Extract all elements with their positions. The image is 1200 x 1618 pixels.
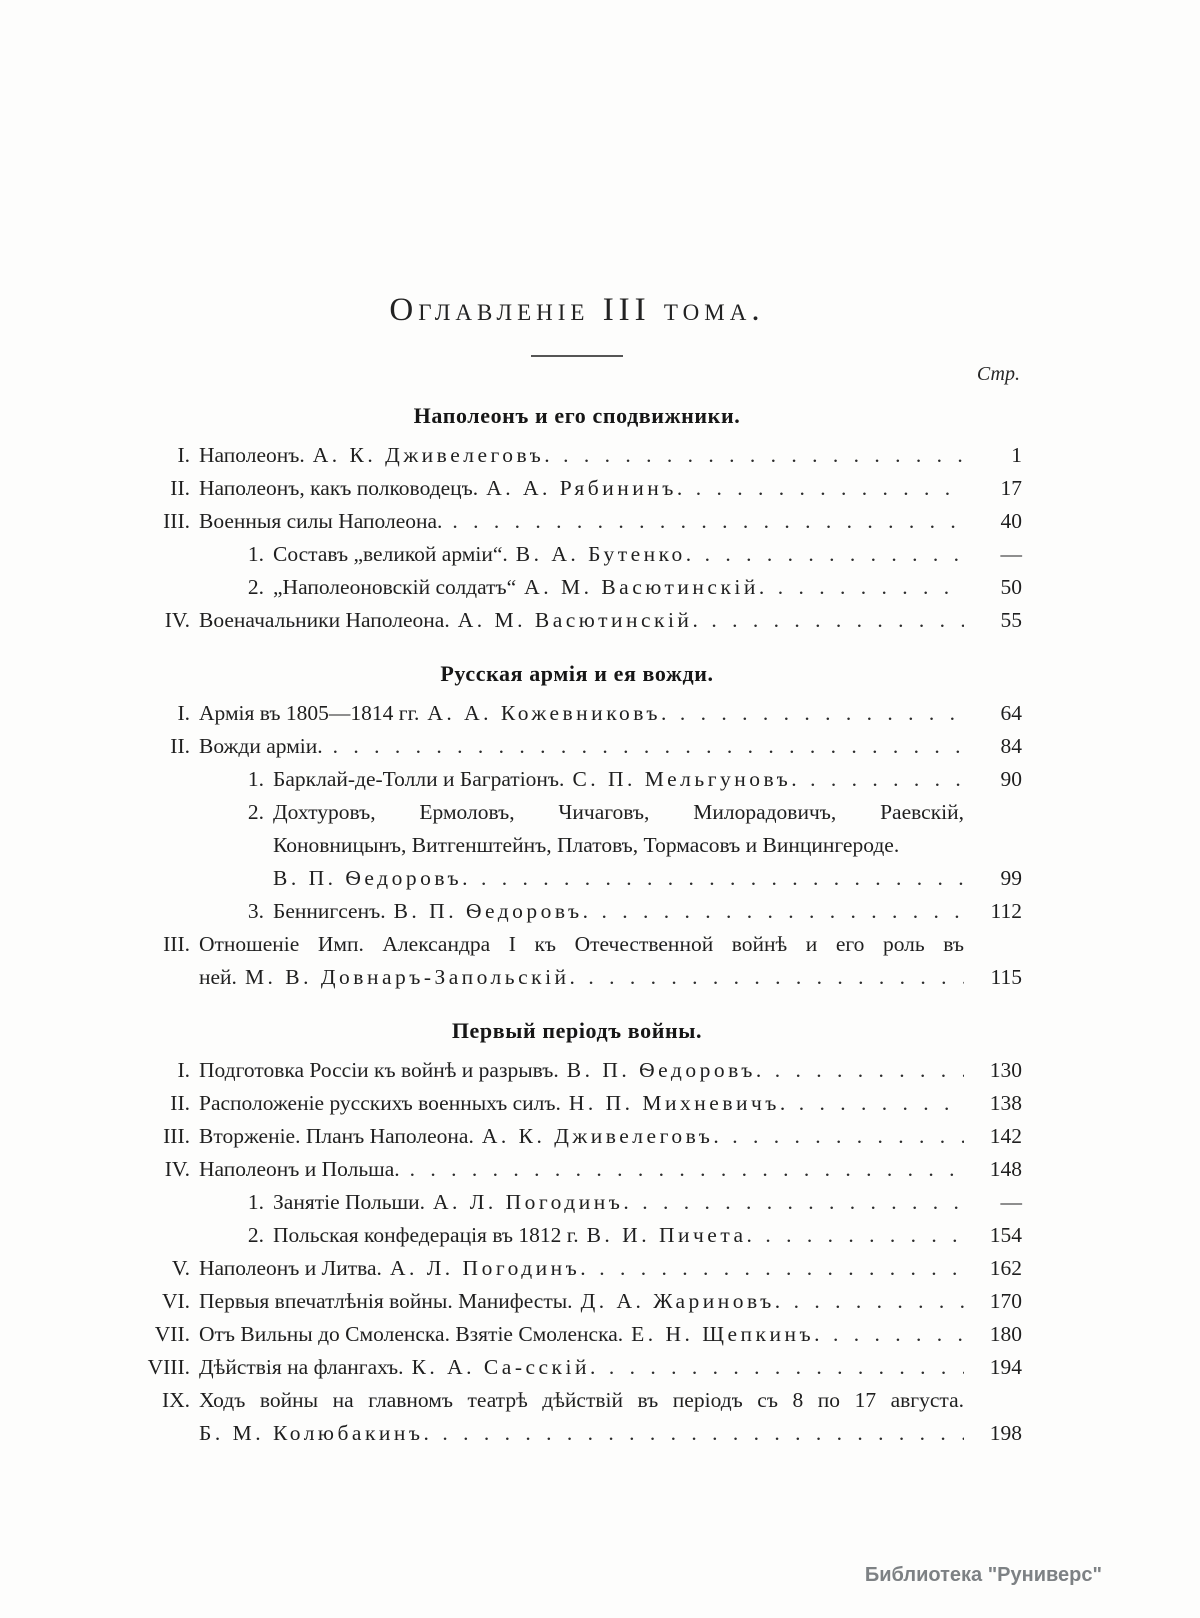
entry-number: I. xyxy=(177,443,190,467)
entry-number: III. xyxy=(163,932,190,956)
dot-leader xyxy=(784,1285,964,1318)
page-number: 198 xyxy=(989,1421,1022,1445)
toc-entry xyxy=(132,1120,1022,1153)
toc-section xyxy=(132,661,1022,994)
toc-subentry xyxy=(132,571,1022,604)
entry-author: А. М. Васютинскій. xyxy=(457,608,702,632)
dot-leader xyxy=(442,505,964,538)
entry-title: Отъ Вильны до Смоленска. Взятіе Смоленска. xyxy=(199,1322,624,1346)
dot-leader xyxy=(400,1153,964,1186)
page-number: 180 xyxy=(989,1322,1022,1346)
entry-number: 1. xyxy=(247,1190,264,1214)
entry-title: Армія въ 1805—1814 гг. xyxy=(199,701,420,725)
entry-text xyxy=(199,1087,964,1120)
dot-leader xyxy=(701,604,964,637)
page-number: 1 xyxy=(1011,443,1022,467)
entry-text xyxy=(273,895,964,928)
toc-entry xyxy=(132,439,1022,472)
entry-title: Наполеонъ. xyxy=(199,443,305,467)
page-number: 50 xyxy=(1000,575,1022,599)
entry-number: II. xyxy=(170,734,190,758)
entry-text xyxy=(199,505,964,538)
page-number: 90 xyxy=(1000,767,1022,791)
entry-text xyxy=(273,862,964,895)
page-number: 17 xyxy=(1000,476,1022,500)
toc-entry xyxy=(132,472,1022,505)
toc-subentry xyxy=(132,1219,1022,1252)
entry-title: Подготовка Россіи къ войнѣ и разрывъ. xyxy=(199,1058,559,1082)
page-number: 64 xyxy=(1000,701,1022,725)
page-number: 142 xyxy=(989,1124,1022,1148)
entry-title: Ходъ войны на главномъ театрѣ дѣйствій въ періодъ съ 8 по 17 августа. xyxy=(199,1388,964,1412)
toc-subentry xyxy=(132,895,1022,928)
entry-number: I. xyxy=(177,701,190,725)
page-title: Оглавленіе III тома. xyxy=(389,292,765,328)
page-number: 148 xyxy=(989,1157,1022,1181)
entry-text xyxy=(199,439,964,472)
entry-text xyxy=(273,571,964,604)
toc-entry xyxy=(132,505,1022,538)
toc-entry xyxy=(132,1351,1022,1384)
entry-title: ней. xyxy=(199,965,237,989)
toc-entry xyxy=(132,1384,1022,1417)
toc-section xyxy=(132,403,1022,637)
dot-leader xyxy=(432,1417,964,1450)
entry-title: Вожди арміи. xyxy=(199,734,323,758)
entry-number: 3. xyxy=(247,899,264,923)
page-number: 112 xyxy=(990,899,1022,923)
dot-leader xyxy=(632,1186,964,1219)
title-rule xyxy=(531,355,623,357)
entry-author: А. Л. Погодинъ. xyxy=(432,1190,633,1214)
entry-title: Наполеонъ и Польша. xyxy=(199,1157,400,1181)
entry-author: М. В. Довнаръ-Запольскій. xyxy=(244,965,579,989)
entry-title: Вторженіе. Планъ Наполеона. xyxy=(199,1124,474,1148)
toc-entry xyxy=(132,1318,1022,1351)
entry-text xyxy=(273,1219,964,1252)
toc-entry xyxy=(132,1252,1022,1285)
entry-title: Занятіе Польши. xyxy=(273,1190,425,1214)
entry-author: А. К. Дживелеговъ. xyxy=(312,443,554,467)
dot-leader xyxy=(789,1087,964,1120)
entry-author: А. А. Рябининъ. xyxy=(486,476,686,500)
entry-text xyxy=(273,763,964,796)
entry-author: С. П. Мельгуновъ. xyxy=(572,767,801,791)
page-number: 154 xyxy=(989,1223,1022,1247)
toc-entry xyxy=(132,1087,1022,1120)
entry-text xyxy=(199,961,964,994)
page-number: — xyxy=(1000,542,1022,566)
dot-leader xyxy=(589,1252,964,1285)
entry-number: 1. xyxy=(247,542,264,566)
entry-text xyxy=(199,1153,964,1186)
toc-entry xyxy=(132,730,1022,763)
entry-number: V. xyxy=(171,1256,190,1280)
dot-leader xyxy=(800,763,964,796)
toc-entry-continuation xyxy=(132,961,1022,994)
toc-subentry xyxy=(132,763,1022,796)
entry-author: В. И. Пичета. xyxy=(586,1223,756,1247)
toc-entry-continuation xyxy=(132,829,1022,862)
entry-number: VI. xyxy=(161,1289,190,1313)
dot-leader xyxy=(553,439,964,472)
entry-number: II. xyxy=(170,1091,190,1115)
entry-number: 2. xyxy=(247,800,264,824)
page-number: 194 xyxy=(989,1355,1022,1379)
entry-text xyxy=(199,472,964,505)
entry-title: Военныя силы Наполеона. xyxy=(199,509,443,533)
dot-leader xyxy=(823,1318,964,1351)
entry-number: 1. xyxy=(247,767,264,791)
entry-author: Е. Н. Щепкинъ. xyxy=(631,1322,823,1346)
entry-text xyxy=(199,604,964,637)
entry-author: А. Л. Погодинъ. xyxy=(389,1256,590,1280)
dot-leader xyxy=(592,895,964,928)
entry-number: VII. xyxy=(154,1322,190,1346)
dot-leader xyxy=(768,571,964,604)
page-number: 170 xyxy=(989,1289,1022,1313)
page-number: 40 xyxy=(1000,509,1022,533)
toc-entry xyxy=(132,697,1022,730)
entry-number: IV. xyxy=(164,1157,190,1181)
entry-number: III. xyxy=(163,509,190,533)
entry-number: 2. xyxy=(247,1223,264,1247)
entry-author: К. А. Са-сскій. xyxy=(411,1355,599,1379)
dot-leader xyxy=(599,1351,964,1384)
entry-number: VIII. xyxy=(147,1355,190,1379)
entry-text xyxy=(199,697,964,730)
entry-number: 2. xyxy=(247,575,264,599)
entry-text xyxy=(199,1120,964,1153)
library-watermark: Библиотека "Руниверс" xyxy=(864,1564,1102,1586)
entry-title: Барклай-де-Толли и Багратіонъ. xyxy=(273,767,565,791)
page-number: 84 xyxy=(1000,734,1022,758)
entry-number: I. xyxy=(177,1058,190,1082)
dot-leader xyxy=(765,1054,964,1087)
entry-author: В. А. Бутенко. xyxy=(515,542,695,566)
dot-leader xyxy=(471,862,964,895)
entry-number: IV. xyxy=(164,608,190,632)
section-heading: Наполеонъ и его сподвижники. xyxy=(413,403,741,428)
toc-subentry xyxy=(132,538,1022,571)
entry-title: Беннигсенъ. xyxy=(273,899,386,923)
entry-title: Наполеонъ, какъ полководецъ. xyxy=(199,476,479,500)
entry-text xyxy=(199,1054,964,1087)
entry-number: IX. xyxy=(161,1388,190,1412)
entry-text xyxy=(273,1186,964,1219)
entry-title: Коновницынъ, Витгенштейнъ, Платовъ, Тормасовъ и Винцингероде. xyxy=(273,833,900,857)
entry-title: Первыя впечатлѣнія войны. Манифесты. xyxy=(199,1289,573,1313)
dot-leader xyxy=(695,538,964,571)
toc-entry xyxy=(132,1153,1022,1186)
dot-leader xyxy=(323,730,964,763)
entry-author: В. П. Ѳедоровъ. xyxy=(566,1058,765,1082)
entry-text xyxy=(273,796,964,829)
entry-title: Расположеніе русскихъ военныхъ силъ. xyxy=(199,1091,561,1115)
entry-text xyxy=(199,928,964,961)
entry-author: В. П. Ѳедоровъ. xyxy=(393,899,592,923)
entry-title: Дохтуровъ, Ермоловъ, Чичаговъ, Милорадовичъ, Раевскій, xyxy=(273,800,964,824)
entry-author: В. П. Ѳедоровъ. xyxy=(273,866,471,890)
entry-text xyxy=(273,829,964,862)
entry-author: Д. А. Жариновъ. xyxy=(580,1289,784,1313)
entry-text xyxy=(199,1318,964,1351)
dot-leader xyxy=(670,697,964,730)
entry-number: II. xyxy=(170,476,190,500)
entry-text xyxy=(199,1285,964,1318)
toc-entry xyxy=(132,604,1022,637)
entry-text xyxy=(199,1252,964,1285)
page-column-label: Стр. xyxy=(976,363,1020,385)
toc-entry xyxy=(132,1285,1022,1318)
dot-leader xyxy=(578,961,964,994)
entry-author: А. А. Кожевниковъ. xyxy=(427,701,670,725)
entry-author: А. К. Дживелеговъ. xyxy=(481,1124,723,1148)
page-number: 138 xyxy=(989,1091,1022,1115)
page-number: 130 xyxy=(989,1058,1022,1082)
entry-text xyxy=(273,538,964,571)
page-number: 162 xyxy=(989,1256,1022,1280)
entry-title: Дѣйствія на флангахъ. xyxy=(199,1355,404,1379)
page-number: 115 xyxy=(990,965,1022,989)
page-number: 55 xyxy=(1000,608,1022,632)
toc-subentry xyxy=(132,1186,1022,1219)
toc-entry xyxy=(132,1054,1022,1087)
dot-leader xyxy=(686,472,964,505)
entry-title: Отношеніе Имп. Александра I къ Отечественной войнѣ и его роль въ xyxy=(199,932,964,956)
page-number: — xyxy=(1000,1190,1022,1214)
entry-title: Наполеонъ и Литва. xyxy=(199,1256,382,1280)
toc-subentry xyxy=(132,796,1022,829)
dot-leader xyxy=(722,1120,964,1153)
table-of-contents xyxy=(132,292,1022,1456)
entry-author: Н. П. Михневичъ. xyxy=(568,1091,789,1115)
toc-entry xyxy=(132,928,1022,961)
entry-author: Б. М. Колюбакинъ. xyxy=(199,1421,433,1445)
entry-number: III. xyxy=(163,1124,190,1148)
entry-title: „Наполеоновскій солдатъ“ xyxy=(273,575,517,599)
entry-title: Военачальники Наполеона. xyxy=(199,608,450,632)
section-heading: Первый періодъ войны. xyxy=(451,1018,703,1043)
entry-text xyxy=(199,730,964,763)
entry-title: Составъ „великой арміи“. xyxy=(273,542,508,566)
page-number: 99 xyxy=(1000,866,1022,890)
entry-title: Польская конфедерація въ 1812 г. xyxy=(273,1223,579,1247)
entry-text xyxy=(199,1384,964,1417)
toc-entry-continuation xyxy=(132,862,1022,895)
entry-text xyxy=(199,1351,964,1384)
section-heading: Русская армія и ея вожди. xyxy=(440,661,714,686)
entry-text xyxy=(199,1417,964,1450)
toc-section xyxy=(132,1018,1022,1450)
entry-author: А. М. Васютинскій. xyxy=(524,575,768,599)
toc-entry-continuation xyxy=(132,1417,1022,1450)
dot-leader xyxy=(755,1219,964,1252)
